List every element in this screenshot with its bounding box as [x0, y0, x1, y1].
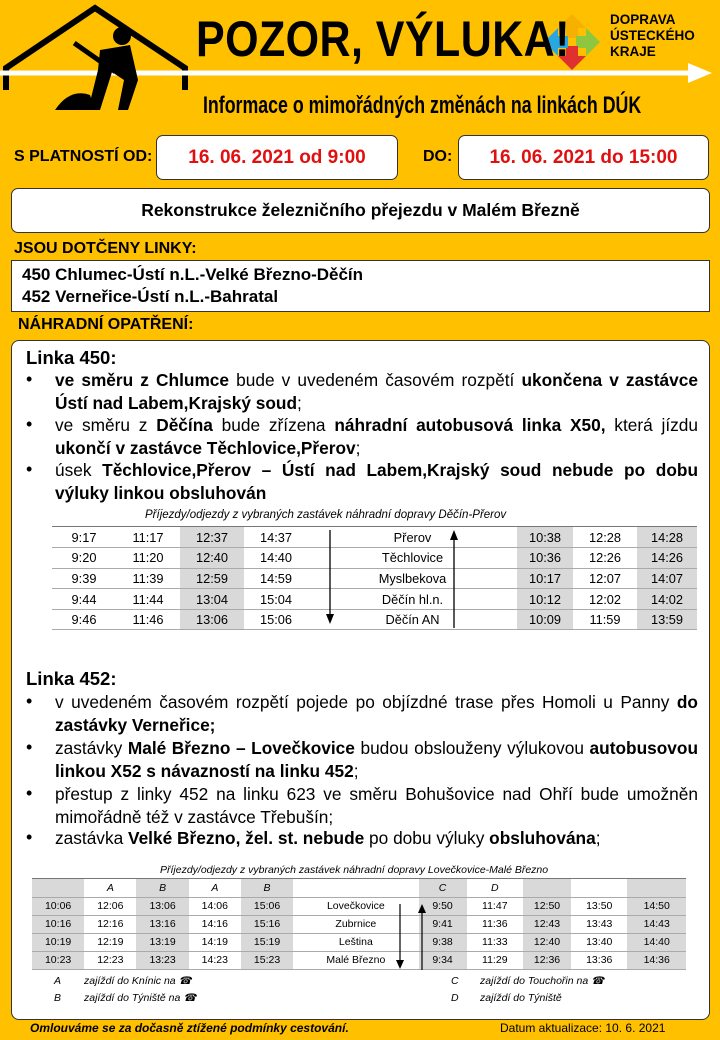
- stop-name-cell: Děčín AN: [308, 609, 517, 630]
- reason-text: Rekonstrukce železničního přejezdu v Malém Březně: [141, 200, 580, 220]
- arrow-head: [688, 63, 712, 83]
- time-cell: 12:40: [523, 933, 571, 951]
- bullet-icon: •: [26, 783, 33, 803]
- time-cell: 15:19: [241, 933, 293, 951]
- time-cell: 11:17: [116, 527, 180, 548]
- valid-to-label: DO:: [423, 148, 453, 165]
- arrow-up-icon: [418, 904, 426, 913]
- bullet-icon: •: [26, 691, 33, 711]
- linka-450-bullet-2: [55, 414, 698, 459]
- time-cell: 10:06: [32, 897, 84, 915]
- text-bold: ve směru z Chlumce: [55, 370, 230, 390]
- arrow-up-icon: [450, 530, 458, 540]
- time-cell: 12:19: [84, 933, 136, 951]
- time-cell: 12:43: [523, 915, 571, 933]
- stop-name-cell: Zubrnice: [293, 915, 418, 933]
- text: úsek: [55, 460, 103, 480]
- footer-updated: Datum aktualizace: 10. 6. 2021: [500, 1021, 666, 1035]
- time-cell: 12:28: [573, 527, 637, 548]
- time-cell: 14:02: [637, 589, 697, 610]
- time-cell: 9:46: [52, 609, 116, 630]
- time-cell: 9:20: [52, 548, 116, 569]
- time-cell: 12:07: [573, 568, 637, 589]
- time-cell: 12:37: [180, 527, 244, 548]
- header-cell: A: [84, 879, 136, 897]
- worker-icon: [55, 27, 138, 110]
- time-cell: 10:38: [517, 527, 573, 548]
- header-cell: B: [241, 879, 293, 897]
- time-cell: 10:19: [32, 933, 84, 951]
- note-d-text: zajíždí do Týniště: [480, 992, 562, 1004]
- time-cell: 14:23: [189, 951, 241, 969]
- header-cell: D: [467, 879, 523, 897]
- direction-arrows-452: [300, 880, 440, 972]
- time-cell: 11:39: [116, 568, 180, 589]
- time-cell: 12:59: [180, 568, 244, 589]
- header-cell: A: [189, 879, 241, 897]
- text: v uvedeném časovém rozpětí pojede po objízdné trase přes Homoli u Panny: [55, 692, 677, 712]
- text: po dobu výluky: [364, 828, 490, 848]
- linka-452-bullet-3: [55, 783, 698, 828]
- text-bold: Děčína: [156, 415, 213, 435]
- affected-lines-label: JSOU DOTČENY LINKY:: [14, 240, 197, 257]
- time-cell: 12:23: [84, 951, 136, 969]
- bullet-icon: •: [26, 459, 33, 479]
- time-cell: 13:06: [136, 897, 188, 915]
- valid-from-label: S PLATNOSTÍ OD:: [14, 148, 153, 165]
- time-cell: 14:28: [637, 527, 697, 548]
- table-450-caption: Příjezdy/odjezdy z vybraných zastávek náhradní dopravy Děčín-Přerov: [145, 509, 507, 521]
- table-452-caption: Příjezdy/odjezdy z vybraných zastávek náhradní dopravy Lovečkovice-Malé Březno: [160, 864, 549, 876]
- time-cell: 13:19: [136, 933, 188, 951]
- time-cell: 11:46: [116, 609, 180, 630]
- affected-lines-box: [11, 260, 710, 312]
- bullet-icon: •: [26, 369, 33, 389]
- text: přestup z linky 452 na linku 623 ve směru Bohušovice nad Ohří bude umožněn mimořádně též v zastávce Třebušín;: [55, 784, 698, 827]
- time-cell: 12:50: [523, 897, 571, 915]
- header-cell: [627, 879, 686, 897]
- time-cell: 15:06: [241, 897, 293, 915]
- header-cell: C: [419, 879, 467, 897]
- text: ;: [595, 828, 601, 848]
- note-a-key: A: [54, 975, 62, 987]
- stop-name-cell: Lovečkovice: [293, 897, 418, 915]
- time-cell: 14:43: [627, 915, 686, 933]
- bullet-icon: •: [26, 827, 33, 847]
- bullet-icon: •: [26, 737, 33, 757]
- time-cell: 12:02: [573, 589, 637, 610]
- time-cell: 13:43: [571, 915, 627, 933]
- time-cell: 11:33: [467, 933, 523, 951]
- note-d-key: D: [451, 992, 459, 1004]
- text: ;: [355, 437, 361, 458]
- linka-450-bullet-3: [55, 459, 698, 504]
- logo-text-3: KRAJE: [610, 44, 656, 59]
- time-cell: 13:36: [571, 951, 627, 969]
- time-cell: 9:50: [419, 897, 467, 915]
- text: zastávky: [55, 738, 128, 758]
- time-cell: 13:16: [136, 915, 188, 933]
- arrow-down-icon: [326, 614, 334, 624]
- direction-arrows: [320, 528, 480, 630]
- logo-text-1: DOPRAVA: [610, 12, 676, 27]
- time-cell: 13:04: [180, 589, 244, 610]
- header-cell: B: [136, 879, 188, 897]
- linka-450-bullet-1: [55, 369, 698, 414]
- linka-450-title: Linka 450:: [26, 347, 117, 368]
- text-bold: Těchlovice,Přerov – Ústí nad Labem,Krajský soud nebude po dobu výluky linkou obsluhován: [55, 460, 698, 503]
- time-cell: 14:07: [637, 568, 697, 589]
- linka-452-bullet-4: [55, 827, 698, 850]
- page-subtitle: Informace o mimořádných změnách na linkách DÚK: [203, 92, 642, 119]
- time-cell: 12:06: [84, 897, 136, 915]
- time-cell: 12:40: [180, 548, 244, 569]
- page-title: POZOR, VÝLUKA!: [196, 11, 570, 67]
- time-cell: 10:23: [32, 951, 84, 969]
- header-cell: [523, 879, 571, 897]
- arrow-down-icon: [396, 960, 404, 969]
- time-cell: 10:36: [517, 548, 573, 569]
- text-bold: autobusovou linkou X52 s návazností na linku 452: [55, 738, 699, 781]
- time-cell: 12:36: [523, 951, 571, 969]
- time-cell: 13:23: [136, 951, 188, 969]
- text: bude zřízena: [212, 415, 335, 435]
- text: zastávka: [55, 828, 128, 848]
- time-cell: 10:16: [32, 915, 84, 933]
- time-cell: 9:39: [52, 568, 116, 589]
- time-cell: 14:40: [627, 933, 686, 951]
- valid-to-box: [458, 135, 709, 180]
- text-bold: Malé Březno – Lovečkovice: [127, 738, 355, 758]
- stop-name-cell: Myslbekova: [308, 568, 517, 589]
- affected-line-452: 452 Verneřice-Ústí n.L.-Bahratal: [22, 287, 279, 306]
- stop-name-cell: Přerov: [308, 527, 517, 548]
- time-cell: 11:47: [467, 897, 523, 915]
- time-cell: 10:17: [517, 568, 573, 589]
- time-cell: 9:41: [419, 915, 467, 933]
- text-bold: ukončí v zastávce Těchlovice,Přerov: [55, 437, 356, 458]
- text-bold: náhradní autobusová linka X50,: [334, 415, 606, 435]
- text: budou obslouženy výlukovou: [354, 738, 590, 758]
- stop-name-cell: Leština: [293, 933, 418, 951]
- note-a-text: zajíždí do Knínic na ☎: [84, 975, 192, 987]
- valid-from-value: 16. 06. 2021 od 9:00: [188, 146, 366, 168]
- affected-line-450: 450 Chlumec-Ústí n.L.-Velké Březno-Děčín: [22, 265, 364, 284]
- time-cell: 14:59: [244, 568, 308, 589]
- time-cell: 13:06: [180, 609, 244, 630]
- time-cell: 11:36: [467, 915, 523, 933]
- stop-name-cell: Těchlovice: [308, 548, 517, 569]
- text: ;: [297, 392, 302, 413]
- time-cell: 14:50: [627, 897, 686, 915]
- time-cell: 15:06: [244, 609, 308, 630]
- time-cell: 11:20: [116, 548, 180, 569]
- reason-box: [11, 188, 710, 233]
- time-cell: 14:36: [627, 951, 686, 969]
- stop-name-cell: Malé Březno: [293, 951, 418, 969]
- stop-name-cell: Děčín hl.n.: [308, 589, 517, 610]
- header-cell: [571, 879, 627, 897]
- header-cell: [32, 879, 84, 897]
- linka-452-bullet-1: [55, 691, 698, 736]
- roof-frame: [6, 8, 185, 90]
- text: která jízdu: [605, 415, 698, 435]
- time-cell: 11:44: [116, 589, 180, 610]
- time-cell: 15:04: [244, 589, 308, 610]
- note-b-text: zajíždí do Týniště na ☎: [84, 992, 197, 1004]
- logo-text-2: ÚSTECKÉHO: [610, 28, 695, 43]
- text-bold: Velké Březno, žel. st. nebude: [128, 828, 365, 848]
- time-cell: 15:23: [241, 951, 293, 969]
- text-bold: obsluhována: [489, 828, 596, 848]
- note-c-key: C: [451, 975, 459, 987]
- time-cell: 11:29: [467, 951, 523, 969]
- valid-to-value: 16. 06. 2021 do 15:00: [489, 146, 678, 168]
- time-cell: 15:16: [241, 915, 293, 933]
- time-cell: 9:17: [52, 527, 116, 548]
- time-cell: 14:26: [637, 548, 697, 569]
- linka-452-title: Linka 452:: [26, 668, 117, 689]
- text: ve směru z: [55, 415, 157, 435]
- linka-452-bullet-2: [55, 737, 698, 782]
- time-cell: 9:44: [52, 589, 116, 610]
- time-cell: 14:37: [244, 527, 308, 548]
- time-cell: 12:26: [573, 548, 637, 569]
- time-cell: 14:16: [189, 915, 241, 933]
- text: ;: [353, 760, 359, 781]
- text-bold: ukončena v zastávce Ústí nad Labem,Krajský soud: [55, 370, 698, 413]
- footer-apology: Omlouváme se za dočasně ztížené podmínky cestování.: [30, 1021, 349, 1035]
- valid-from-box: [156, 135, 398, 180]
- note-c-text: zajíždí do Touchořin na ☎: [480, 975, 605, 987]
- time-cell: 14:06: [189, 897, 241, 915]
- note-b-key: B: [54, 992, 62, 1004]
- text-bold: do zastávky Verneřice;: [55, 692, 698, 735]
- text: bude v uvedeném časovém rozpětí: [229, 370, 522, 390]
- time-cell: 10:12: [517, 589, 573, 610]
- time-cell: 9:38: [419, 933, 467, 951]
- time-cell: 13:50: [571, 897, 627, 915]
- replacement-label: NÁHRADNÍ OPATŘENÍ:: [18, 316, 194, 333]
- time-cell: 9:34: [419, 951, 467, 969]
- bullet-icon: •: [26, 414, 33, 434]
- time-cell: 10:09: [517, 609, 573, 630]
- time-cell: 14:40: [244, 548, 308, 569]
- time-cell: 14:19: [189, 933, 241, 951]
- time-cell: 11:59: [573, 609, 637, 630]
- time-cell: 13:40: [571, 933, 627, 951]
- time-cell: 12:16: [84, 915, 136, 933]
- time-cell: 13:59: [637, 609, 697, 630]
